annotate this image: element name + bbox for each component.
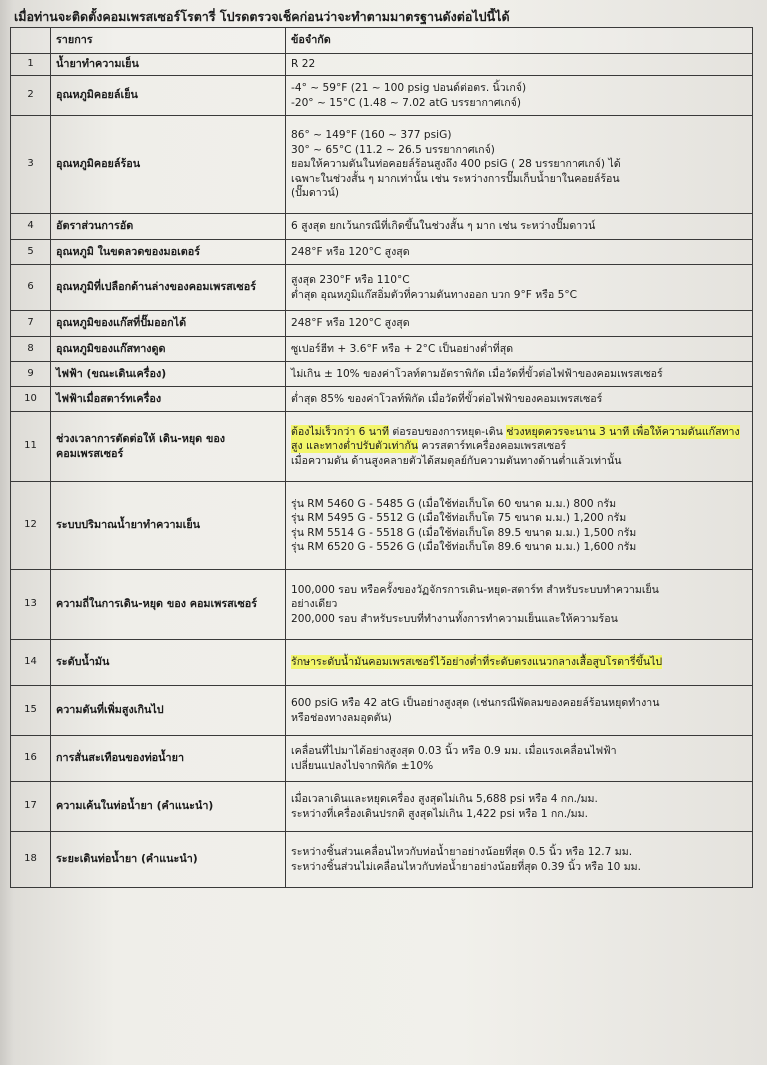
row-number: 1 (11, 54, 51, 76)
row-number: 5 (11, 240, 51, 265)
specification-table (10, 27, 753, 888)
table-row (11, 76, 753, 116)
row-item: การสั่นสะเทือนของท่อน้ำยา (51, 736, 286, 782)
row-number: 18 (11, 832, 51, 888)
limit-line: หรือช่องทางลมอุดตัน) (291, 711, 392, 724)
row-item: อุณหภูมิคอยล์ร้อน (51, 116, 286, 214)
limit-line: เมื่อความดัน ด้านสูงคลายตัวได้สมดุลย์กับความดันทางด้านต่ำแล้วเท่านั้น (291, 454, 622, 467)
row-item: ความถี่ในการเดิน-หยุด ของ คอมเพรสเซอร์ (51, 570, 286, 640)
limit-line: ต่ำสุด อุณหภูมิแก๊สอิ่มตัวที่ความดันทางออก บวก 9°F หรือ 5°C (291, 288, 578, 301)
limit-line: -20° ~ 15°C (1.48 ~ 7.02 atG บรรยากาศเกจ์) (291, 96, 521, 109)
row-limit (286, 214, 753, 240)
row-limit (286, 240, 753, 265)
table-row (11, 214, 753, 240)
row-item: อุณหภูมิคอยล์เย็น (51, 76, 286, 116)
limit-line: ซูเปอร์ฮีท + 3.6°F หรือ + 2°C เป็นอย่างต่ำที่สุด (291, 342, 514, 355)
row-limit (286, 686, 753, 736)
row-number: 11 (11, 412, 51, 482)
row-number: 2 (11, 76, 51, 116)
row-item: ระบบปริมาณน้ำยาทำความเย็น (51, 482, 286, 570)
limit-line: ไม่เกิน ± 10% ของค่าโวลท์ตามอัตราพิกัด เมื่อวัดที่ขั้วต่อไฟฟ้าของคอมเพรสเซอร์ (291, 367, 663, 380)
row-limit (286, 482, 753, 570)
row-item: ความเค้นในท่อน้ำยา (คำแนะนำ) (51, 782, 286, 832)
table-row (11, 570, 753, 640)
row-number: 12 (11, 482, 51, 570)
row-number: 8 (11, 337, 51, 362)
row-limit (286, 736, 753, 782)
table-body (11, 54, 753, 888)
row-number: 9 (11, 362, 51, 387)
limit-line: 6 สูงสุด ยกเว้นกรณีที่เกิดขึ้นในช่วงสั้น ๆ มาก เช่น ระหว่างปั๊มดาวน์ (291, 220, 596, 233)
table-row (11, 265, 753, 311)
table-row (11, 54, 753, 76)
row-number: 6 (11, 265, 51, 311)
row-limit (286, 782, 753, 832)
table-row (11, 782, 753, 832)
row-item: อุณหภูมิ ในขดลวดของมอเตอร์ (51, 240, 286, 265)
header-number (11, 28, 51, 54)
row-number: 13 (11, 570, 51, 640)
limit-line: สูงสุด 230°F หรือ 110°C (291, 274, 410, 286)
limit-line: (ปั๊มดาวน์) (291, 187, 339, 200)
limit-line: 600 psiG หรือ 42 atG เป็นอย่างสูงสุด (เช่นกรณีพัดลมของคอยล์ร้อนหยุดทำงาน (291, 697, 660, 709)
row-item: อุณหภูมิที่เปลือกด้านล่างของคอมเพรสเซอร์ (51, 265, 286, 311)
table-row (11, 240, 753, 265)
row-limit (286, 832, 753, 888)
limit-line: 200,000 รอบ สำหรับระบบที่ทำงานทั้งการทำความเย็นและให้ความร้อน (291, 612, 618, 625)
limit-line: ต่ำสุด 85% ของค่าโวลท์พิกัด เมื่อวัดที่ขั้วต่อไฟฟ้าของคอมเพรสเซอร์ (291, 392, 603, 405)
document-heading: เมื่อท่านจะติดตั้งคอมเพรสเซอร์โรตารี่ โปรดตรวจเช็คก่อนว่าจะทำตามมาตรฐานดังต่อไปนี้ได้ (14, 9, 510, 24)
limit-line: 100,000 รอบ หรือครั้งของวัฏจักรการเดิน-หยุด-สตาร์ท สำหรับระบบทำความเย็น (291, 583, 659, 596)
row-number: 10 (11, 387, 51, 412)
row-item: ช่วงเวลาการตัดต่อให้ เดิน-หยุด ของ คอมเพรสเซอร์ (51, 412, 286, 482)
row-limit (286, 116, 753, 214)
limit-line: เฉพาะในช่วงสั้น ๆ มากเท่านั้น เช่น ระหว่างการปั๊มเก็บน้ำยาในคอยล์ร้อน (291, 172, 620, 185)
limit-line: R 22 (291, 58, 316, 71)
highlighted-text: ช่วงหยุดควรจะนาน 3 นาที เพื่อให้ความดันแก๊สทางสูง และทางต่ำปรับตัวเท่ากัน (291, 425, 740, 453)
table-row (11, 337, 753, 362)
limit-line: เปลี่ยนแปลงไปจากพิกัด ±10% (291, 759, 434, 772)
table-row (11, 116, 753, 214)
header-limit: ข้อจำกัด (286, 28, 753, 54)
row-number: 16 (11, 736, 51, 782)
row-number: 3 (11, 116, 51, 214)
limit-line: ยอมให้ความดันในท่อคอยล์ร้อนสูงถึง 400 psiG ( 28 บรรยากาศเกจ์) ได้ (291, 158, 621, 171)
row-number: 15 (11, 686, 51, 736)
row-number: 7 (11, 311, 51, 337)
row-item: ระยะเดินท่อน้ำยา (คำแนะนำ) (51, 832, 286, 888)
row-item: ความดันที่เพิ่มสูงเกินไป (51, 686, 286, 736)
limit-line: เมื่อเวลาเดินและหยุดเครื่อง สูงสุดไม่เกิน 5,688 psi หรือ 4 กก./มม. (291, 793, 598, 805)
row-number: 4 (11, 214, 51, 240)
limit-line: ระหว่างชิ้นส่วนเคลื่อนไหวกับท่อน้ำยาอย่างน้อยที่สุด 0.5 นิ้ว หรือ 12.7 มม. (291, 846, 633, 858)
limit-line: รุ่น RM 5460 G - 5485 G (เมื่อใช้ท่อเก็บโต 60 ขนาด ม.ม.) 800 กรัม (291, 497, 617, 510)
highlighted-text: ต้องไม่เร็วกว่า 6 นาที (291, 425, 389, 438)
limit-line: รุ่น RM 5514 G - 5518 G (เมื่อใช้ท่อเก็บโต 89.5 ขนาด ม.ม.) 1,500 กรัม (291, 526, 637, 539)
limit-line: 30° ~ 65°C (11.2 ~ 26.5 บรรยากาศเกจ์) (291, 143, 495, 156)
table-row (11, 387, 753, 412)
limit-line: -4° ~ 59°F (21 ~ 100 psig ปอนด์ต่อตร. นิ้วเกจ์) (291, 82, 527, 94)
limit-line: อย่างเดียว (291, 598, 338, 611)
row-item: น้ำยาทำความเย็น (51, 54, 286, 76)
row-item: ระดับน้ำมัน (51, 640, 286, 686)
highlighted-text: รักษาระดับน้ำมันคอมเพรสเซอร์ไว้อย่างต่ำที่ระดับตรงแนวกลางเสื้อสูบโรตารี่ขึ้นไป (291, 656, 663, 669)
row-limit (286, 362, 753, 387)
limit-line: รุ่น RM 5495 G - 5512 G (เมื่อใช้ท่อเก็บโต 75 ขนาด ม.ม.) 1,200 กรัม (291, 512, 627, 524)
limit-line: 86° ~ 149°F (160 ~ 377 psiG) (291, 129, 452, 142)
row-item: อุณหภูมิของแก๊สทางดูด (51, 337, 286, 362)
table-row (11, 832, 753, 888)
table-row (11, 640, 753, 686)
row-limit (286, 640, 753, 686)
table-row (11, 311, 753, 337)
row-item: ไฟฟ้าเมื่อสตาร์ทเครื่อง (51, 387, 286, 412)
row-limit (286, 412, 753, 482)
row-item: อัตราส่วนการอัด (51, 214, 286, 240)
row-number: 17 (11, 782, 51, 832)
limit-line (291, 655, 747, 670)
limit-line: ระหว่างชิ้นส่วนไม่เคลื่อนไหวกับท่อน้ำยาอย่างน้อยที่สุด 0.39 นิ้ว หรือ 10 มม. (291, 860, 642, 873)
row-limit (286, 337, 753, 362)
table-row (11, 412, 753, 482)
limit-line: ระหว่างที่เครื่องเดินปรกติ สูงสุดไม่เกิน 1,422 psi หรือ 1 กก./มม. (291, 807, 588, 820)
table-row (11, 482, 753, 570)
limit-paragraph (291, 425, 747, 454)
row-limit (286, 265, 753, 311)
header-item: รายการ (51, 28, 286, 54)
limit-text: ควรสตาร์ทเครื่องคอมเพรสเซอร์ (421, 440, 567, 453)
limit-text: ต่อรอบของการหยุด-เดิน (392, 425, 503, 438)
table-header-row (11, 28, 753, 54)
row-limit (286, 311, 753, 337)
limit-line: รุ่น RM 6520 G - 5526 G (เมื่อใช้ท่อเก็บโต 89.6 ขนาด ม.ม.) 1,600 กรัม (291, 541, 637, 553)
table-row (11, 736, 753, 782)
limit-line: เคลื่อนที่ไปมาได้อย่างสูงสุด 0.03 นิ้ว หรือ 0.9 มม. เมื่อแรงเคลื่อนไฟฟ้า (291, 745, 617, 757)
row-item: อุณหภูมิของแก๊สที่ปั๊มออกได้ (51, 311, 286, 337)
row-limit (286, 570, 753, 640)
limit-line: 248°F หรือ 120°C สูงสุด (291, 245, 410, 258)
row-limit (286, 76, 753, 116)
table-row (11, 362, 753, 387)
row-item: ไฟฟ้า (ขณะเดินเครื่อง) (51, 362, 286, 387)
row-limit (286, 54, 753, 76)
row-limit (286, 387, 753, 412)
table-row (11, 686, 753, 736)
limit-line: 248°F หรือ 120°C สูงสุด (291, 317, 410, 330)
row-number: 14 (11, 640, 51, 686)
